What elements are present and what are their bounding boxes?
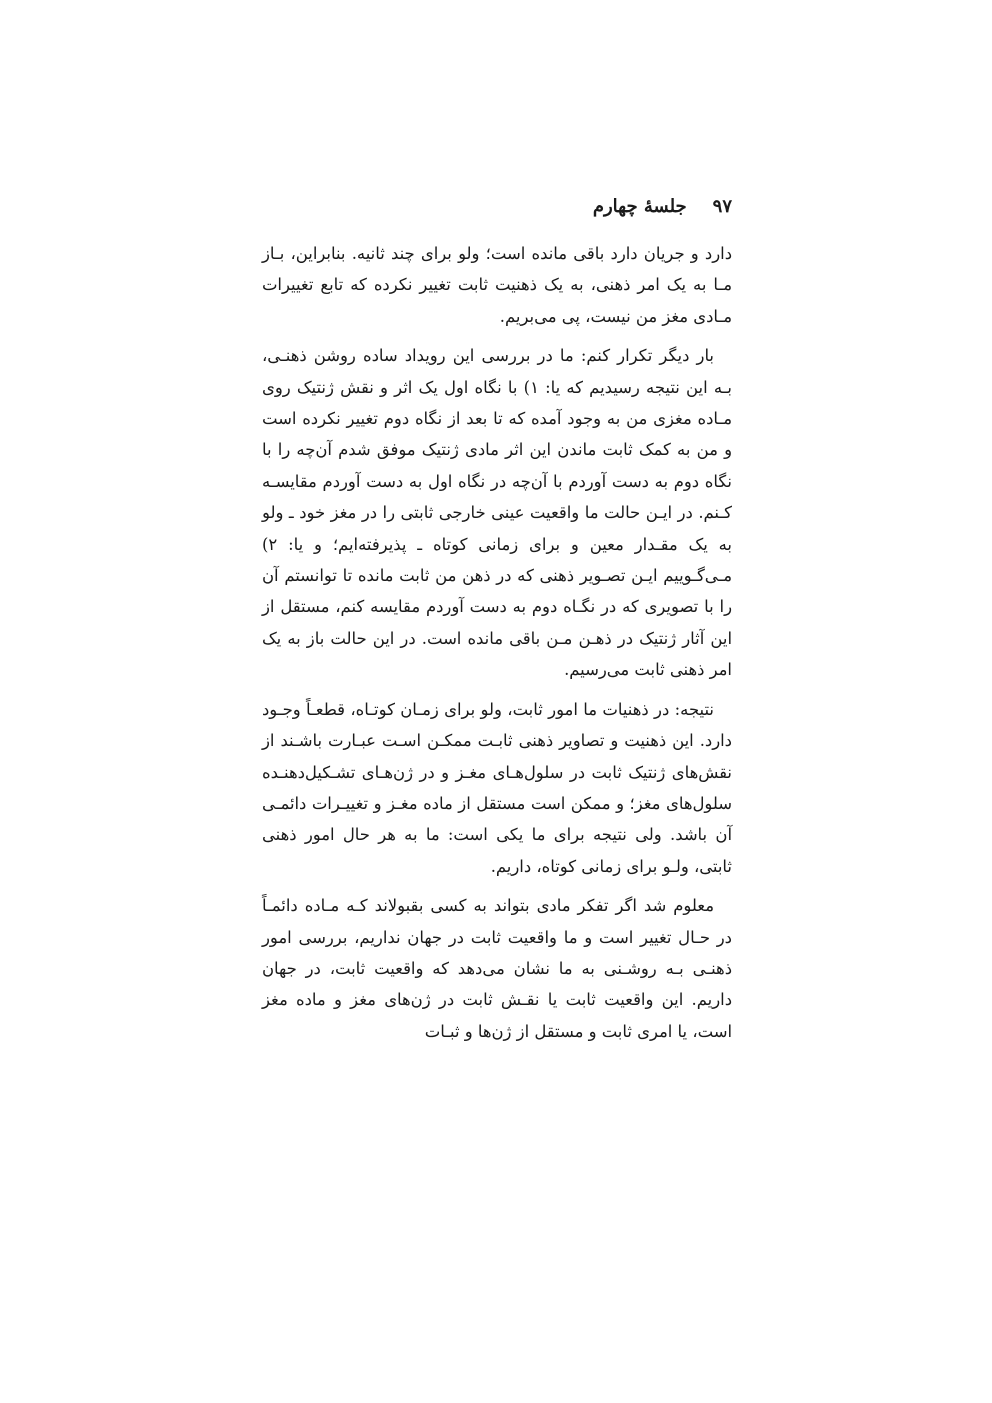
paragraph: معلوم شد اگر تفکر مادی بتواند به کسی بقبولاند کـه مـاده دائمـاً در حـال تغییر است و ما واقعیت ثابت در جهان نداریم، بررسی امور ذهنـی بـه روشـنی به ما نشان می‌دهد که واقعیت ثابت، در جهان داریم. این واقعیت ثابت یا نقـش ثابت در ژن‌های مغز و ماده مغز است، یا امری ثابت و مستقل از ژن‌ها و ثبـات	[262, 896, 732, 1041]
paragraph: نتیجه: در ذهنیات ما امور ثابت، ولو برای زمـان کوتـاه، قطعـاً وجـود دارد. این ذهنیت و تصاویر ذهنی ثابـت ممکـن اسـت عبـارت باشـند از نقش‌های ژنتیک ثابت در سلول‌هـای مغـز و در ژن‌هـای تشـکیل‌دهنـده سلول‌های مغز؛ و ممکن است مستقل از ماده مغـز و تغییـرات دائمـی آن باشد. ولی نتیجه برای ما یکی است: ما به هر حال امور ذهنی ثابتی، ولـو برای زمانی کوتاه، داریم.	[262, 699, 732, 876]
running-header	[262, 191, 732, 221]
chapter-title: جلسهٔ چهارم	[592, 195, 687, 217]
paragraph: دارد و جریان دارد باقی مانده است؛ ولو برای چند ثانیه. بنابراین، بـاز مـا به یک امر ذهنی، به یک ذهنیت ثابت تغییر نکرده که تابع تغییرات مـادی مغز من نیست، پی می‌بریم.	[262, 244, 732, 326]
paragraph: بار دیگر تکرار کنم: ما در بررسی این رویداد ساده روشن ذهنـی، بـه این نتیجه رسیدیم که یا: ۱) با نگاه اول یک اثر و نقش ژنتیک روی مـاده مغزی من به وجود آمده که تا بعد از نگاه دوم تغییر نکرده است و من به کمک ثابت ماندن این اثر مادی ژنتیک موفق شدم آن‌چه را با نگاه دوم به دست آوردم با آن‌چه در نگاه اول به دست آوردم مقایسـه کـنم. در ایـن حالت ما واقعیت عینی خارجی ثابتی را در مغز خود ـ ولو به یک مقـدار معین و برای زمانی کوتاه ـ پذیرفته‌ایم؛ و یا: ۲) مـی‌گـوییم ایـن تصـویر ذهنی که در ذهن من ثابت مانده تا توانستم آن را با تصویری که در نگـاه دوم به دست آوردم مقایسه کنم، مستقل از این آثار ژنتیک در ذهـن مـن باقی مانده است. در این حالت باز به یک امر ذهنی ثابت می‌رسیم.	[262, 346, 732, 680]
body-text	[262, 238, 732, 1055]
page-number: ۹۷	[712, 195, 732, 217]
